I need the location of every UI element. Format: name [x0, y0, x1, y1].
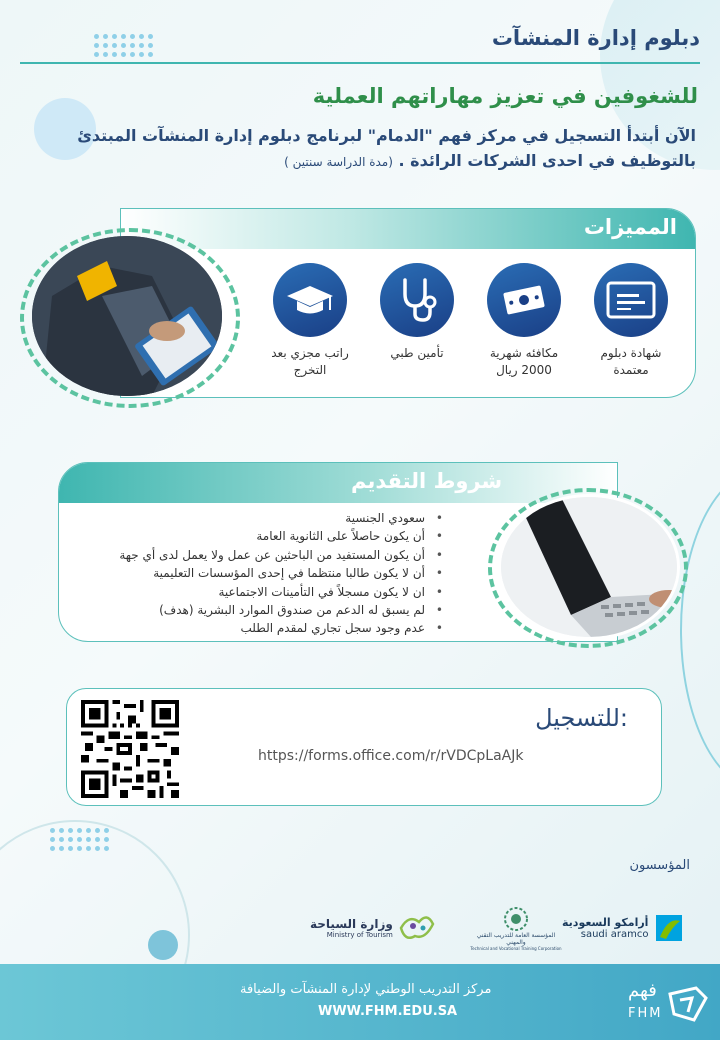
conditions-header	[59, 463, 617, 503]
intro-line-1: الآن أبتدأ التسجيل في مركز فهم "الدمام" لبرنامج دبلوم إدارة المنشآت المبتدئ	[77, 126, 696, 145]
tourism-name-en: Ministry of Tourism	[326, 931, 393, 939]
registration-title: للتسجيل:	[535, 704, 628, 732]
footer-center-name: مركز التدريب الوطني لإدارة المنشآت والضيافة	[240, 982, 492, 997]
list-item: • ان لا يكون مسجلاً في التأمينات الاجتماعية	[58, 583, 447, 601]
list-item: • أن يكون المستفيد من الباحثين عن عمل ولا يعمل لدى أي جهة	[58, 546, 447, 564]
intro-line-2-text: بالتوظيف في احدى الشركات الرائدة .	[398, 150, 696, 170]
headline: للشغوفين في تعزيز مهاراتهم العملية	[312, 84, 698, 108]
fhm-logo-icon	[666, 984, 710, 1024]
feature-label: شهادة دبلوم معتمدة	[600, 346, 662, 377]
registration-link[interactable]: https://forms.office.com/r/rVDCpLaAJk	[258, 748, 524, 764]
aramco-name-ar: أرامكو السعودية	[562, 916, 649, 929]
feature-label: تأمين طبي	[390, 346, 444, 360]
intro-line-2	[56, 149, 696, 174]
aramco-name-en: saudi aramco	[580, 929, 649, 940]
footer-website-link[interactable]: WWW.FHM.EDU.SA	[318, 1004, 458, 1019]
list-item: • أن لا يكون طالبا منتظما في إحدى المؤسسات التعليمية	[58, 564, 447, 582]
feature-monthly-reward	[474, 263, 574, 379]
conditions-title: شروط التقديم	[351, 469, 503, 493]
list-item: • سعودي الجنسية	[58, 509, 447, 527]
feature-medical-insurance	[367, 263, 467, 362]
feature-salary-after-graduation	[260, 263, 360, 379]
tvtc-logo	[468, 900, 564, 956]
ministry-of-tourism-logo	[310, 900, 437, 956]
feature-label: مكافئه شهرية 2000 ريال	[489, 346, 559, 377]
footer-bar	[0, 964, 720, 1040]
feature-label: راتب مجزي بعد التخرج	[271, 346, 349, 377]
laptop-photo	[498, 494, 680, 640]
intro-text	[56, 124, 696, 174]
certificate-icon	[594, 263, 668, 337]
decorative-dots	[50, 828, 109, 851]
fhm-logo-en: FHM	[628, 1006, 663, 1021]
tourism-symbol-icon	[397, 910, 437, 946]
tourism-name-ar: وزارة السياحة	[310, 917, 393, 931]
feature-certificate	[581, 263, 681, 379]
graduation-cap-icon	[273, 263, 347, 337]
tvtc-name-en: Technical and Vocational Training Corporation	[470, 946, 562, 952]
decorative-arc	[680, 470, 720, 790]
study-duration-note: (مدة الدراسة سنتين )	[284, 154, 393, 169]
money-icon	[487, 263, 561, 337]
list-item: • أن يكون حاصلاً على الثانوية العامة	[58, 527, 447, 545]
list-item: • عدم وجود سجل تجاري لمقدم الطلب	[58, 619, 447, 637]
worker-with-clipboard-photo	[32, 236, 222, 396]
conditions-list	[58, 509, 447, 638]
tvtc-name-ar: المؤسسة العامة للتدريب التقني والمهني	[476, 931, 556, 946]
founders-label: المؤسسون	[629, 858, 690, 873]
tvtc-emblem-icon	[502, 905, 530, 933]
list-item: • لم يسبق له الدعم من صندوق الموارد البشرية (هدف)	[58, 601, 447, 619]
features-title: المميزات	[583, 215, 677, 239]
stethoscope-icon	[380, 263, 454, 337]
page-title: دبلوم إدارة المنشآت	[491, 26, 700, 50]
saudi-aramco-logo	[562, 900, 684, 956]
fhm-logo-ar: فهم	[628, 980, 657, 1001]
aramco-symbol-icon	[654, 913, 684, 943]
qr-code[interactable]	[80, 700, 180, 798]
